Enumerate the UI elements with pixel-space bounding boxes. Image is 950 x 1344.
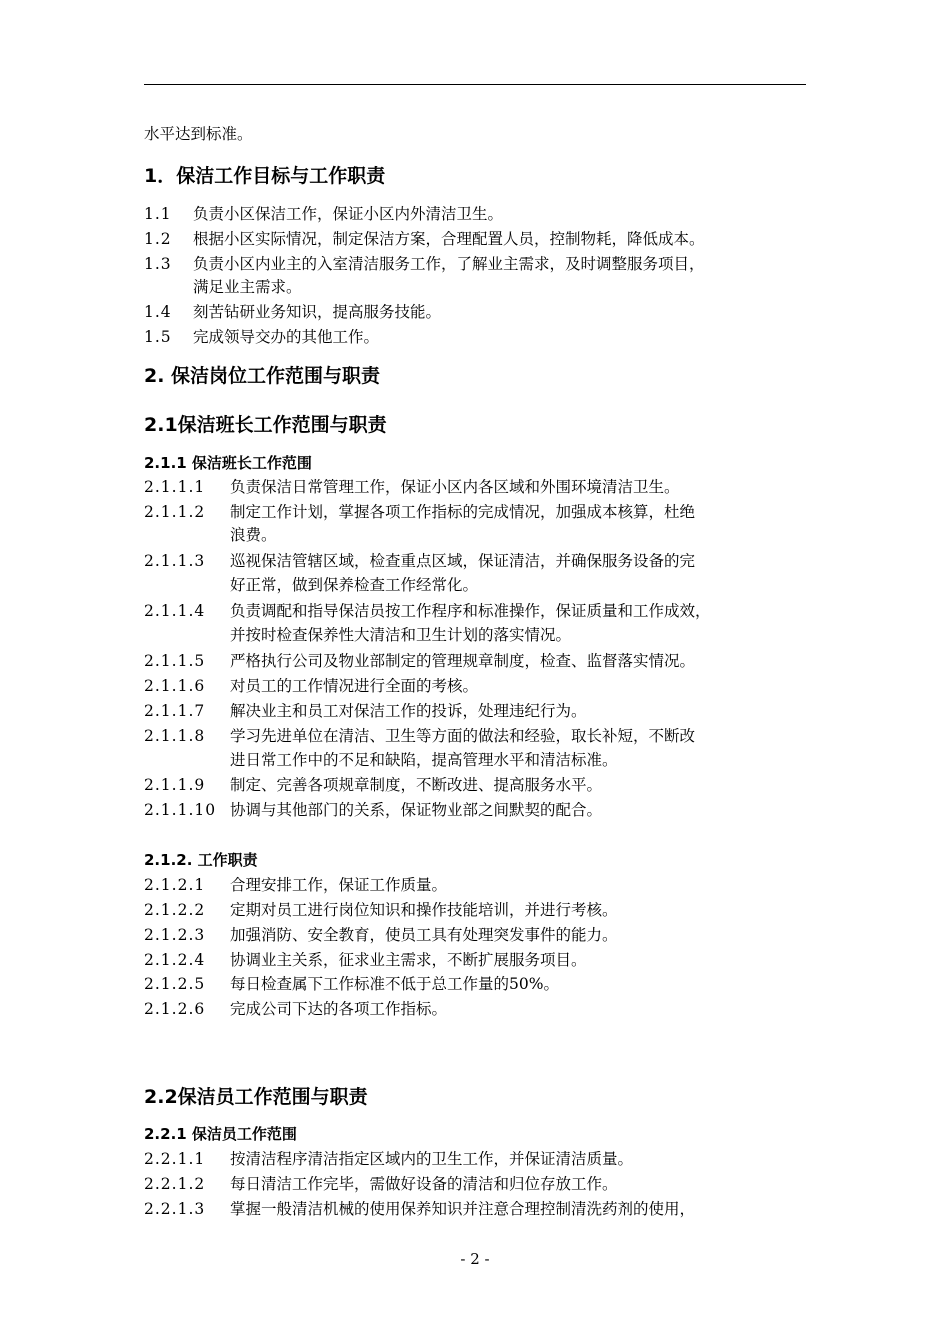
item-text: 掌握一般清洁机械的使用保养知识并注意合理控制清洗药剂的使用， [230, 1200, 696, 1218]
intro-text: 水平达到标准。 [144, 125, 253, 143]
section-2-2-heading: 2.2保洁员工作范围与职责 [144, 1086, 368, 1108]
item-text: 严格执行公司及物业部制定的管理规章制度，检查、监督落实情况。 [230, 652, 696, 670]
list-item [144, 900, 618, 920]
item-number: 2.1.2.4 [144, 951, 206, 969]
list-item [144, 204, 503, 224]
section-2-heading: 2. 保洁岗位工作范围与职责 [144, 365, 381, 387]
item-number: 2.1.1.3 [144, 552, 206, 570]
list-item [144, 229, 705, 249]
item-continuation: 满足业主需求。 [193, 278, 302, 296]
list-item [144, 502, 695, 522]
item-number: 1.1 [144, 205, 172, 223]
item-number: 2.1.1.2 [144, 503, 206, 521]
list-item [144, 800, 602, 820]
page-number: - 2 - [460, 1250, 490, 1268]
item-text: 解决业主和员工对保洁工作的投诉，处理违纪行为。 [230, 702, 587, 720]
list-item [144, 601, 711, 621]
item-text: 合理安排工作，保证工作质量。 [230, 876, 448, 894]
item-number: 2.2.1.3 [144, 1200, 206, 1218]
list-item [144, 477, 680, 497]
list-item [144, 1149, 633, 1169]
list-item [144, 676, 478, 696]
item-number: 2.1.1.10 [144, 801, 217, 819]
item-text: 完成领导交办的其他工作。 [193, 328, 380, 346]
item-number: 2.1.1.7 [144, 702, 206, 720]
item-text: 加强消防、安全教育，使员工具有处理突发事件的能力。 [230, 926, 618, 944]
item-number: 2.1.2.6 [144, 1000, 206, 1018]
item-number: 2.1.2.1 [144, 876, 206, 894]
list-item [144, 254, 705, 274]
item-text: 负责保洁日常管理工作，保证小区内各区域和外围环境清洁卫生。 [230, 478, 680, 496]
item-number: 2.2.1.1 [144, 1150, 206, 1168]
list-item [144, 327, 379, 347]
item-text: 学习先进单位在清洁、卫生等方面的做法和经验，取长补短，不断改 [230, 727, 696, 745]
item-text: 负责小区保洁工作，保证小区内外清洁卫生。 [193, 205, 504, 223]
section-2-2-1-heading: 2.2.1 保洁员工作范围 [144, 1125, 297, 1143]
list-item [144, 551, 695, 571]
item-number: 1.3 [144, 255, 172, 273]
list-item [144, 302, 441, 322]
item-text: 协调业主关系，征求业主需求，不断扩展服务项目。 [230, 951, 587, 969]
item-text: 制定、完善各项规章制度，不断改进、提高服务水平。 [230, 776, 603, 794]
item-number: 2.1.2.3 [144, 926, 206, 944]
list-item [144, 1174, 618, 1194]
item-text: 每日清洁工作完毕，需做好设备的清洁和归位存放工作。 [230, 1175, 618, 1193]
item-text: 制定工作计划，掌握各项工作指标的完成情况，加强成本核算，杜绝 [230, 503, 696, 521]
item-text: 巡视保洁管辖区域，检查重点区域，保证清洁，并确保服务设备的完 [230, 552, 696, 570]
header-rule [144, 84, 806, 85]
item-text: 每日检查属下工作标准不低于总工作量的50%。 [230, 975, 559, 993]
section-2-1-heading: 2.1保洁班长工作范围与职责 [144, 414, 387, 436]
item-continuation: 并按时检查保养性大清洁和卫生计划的落实情况。 [230, 626, 572, 644]
item-continuation: 好正常，做到保养检查工作经常化。 [230, 576, 479, 594]
item-number: 2.1.2.5 [144, 975, 206, 993]
item-number: 1.2 [144, 230, 172, 248]
list-item [144, 950, 587, 970]
item-text: 协调与其他部门的关系，保证物业部之间默契的配合。 [230, 801, 603, 819]
list-item [144, 726, 695, 746]
item-number: 2.2.1.2 [144, 1175, 206, 1193]
list-item [144, 974, 559, 994]
list-item [144, 925, 618, 945]
item-text: 对员工的工作情况进行全面的考核。 [230, 677, 479, 695]
item-text: 负责调配和指导保洁员按工作程序和标准操作，保证质量和工作成效， [230, 602, 711, 620]
item-text: 按清洁程序清洁指定区域内的卫生工作，并保证清洁质量。 [230, 1150, 634, 1168]
item-number: 1.5 [144, 328, 172, 346]
item-text: 根据小区实际情况，制定保洁方案，合理配置人员，控制物耗，降低成本。 [193, 230, 705, 248]
list-item [144, 775, 602, 795]
item-text: 刻苦钻研业务知识，提高服务技能。 [193, 303, 442, 321]
list-item [144, 999, 447, 1019]
item-number: 2.1.1.5 [144, 652, 206, 670]
list-item [144, 701, 587, 721]
item-continuation: 浪费。 [230, 526, 277, 544]
item-text: 定期对员工进行岗位知识和操作技能培训，并进行考核。 [230, 901, 618, 919]
section-2-1-1-heading: 2.1.1 保洁班长工作范围 [144, 454, 312, 472]
list-item [144, 875, 447, 895]
item-number: 1.4 [144, 303, 172, 321]
item-number: 2.1.1.6 [144, 677, 206, 695]
item-number: 2.1.1.8 [144, 727, 206, 745]
item-number: 2.1.1.9 [144, 776, 206, 794]
list-item [144, 651, 695, 671]
item-number: 2.1.1.1 [144, 478, 206, 496]
item-number: 2.1.1.4 [144, 602, 206, 620]
item-text: 负责小区内业主的入室清洁服务工作，了解业主需求，及时调整服务项目， [193, 255, 705, 273]
section-2-1-2-heading: 2.1.2. 工作职责 [144, 851, 258, 869]
item-continuation: 进日常工作中的不足和缺陷，提高管理水平和清洁标准。 [230, 751, 618, 769]
item-text: 完成公司下达的各项工作指标。 [230, 1000, 448, 1018]
item-number: 2.1.2.2 [144, 901, 206, 919]
list-item [144, 1199, 695, 1219]
section-1-heading: 1．保洁工作目标与工作职责 [144, 165, 386, 187]
